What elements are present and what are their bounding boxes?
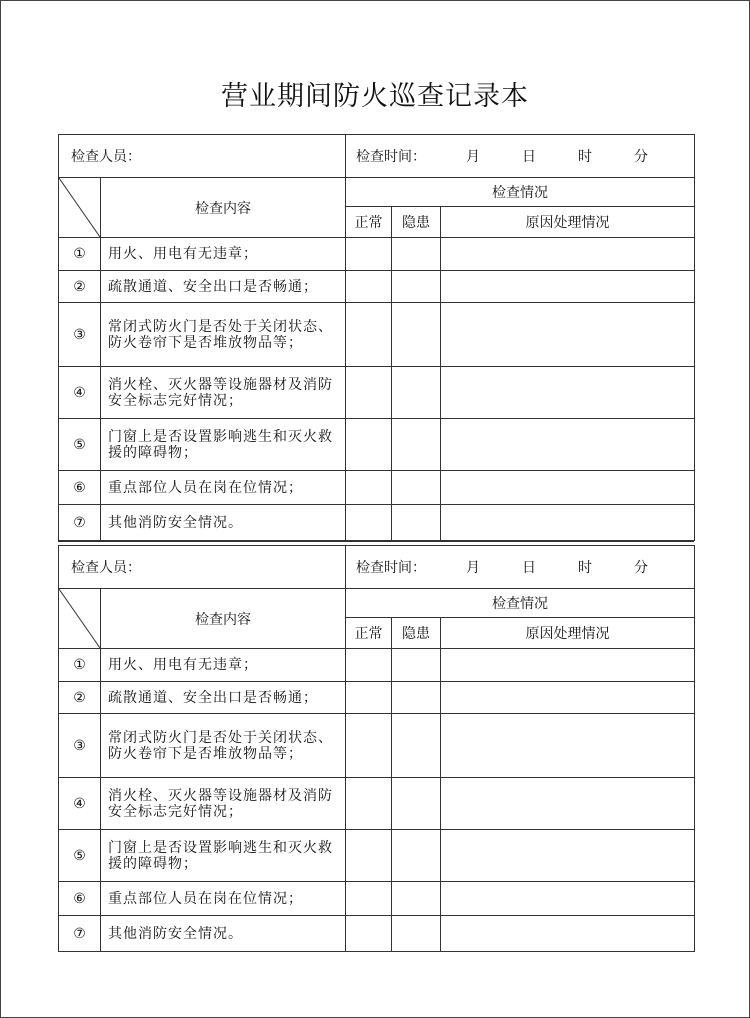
minute-label: 分 — [634, 560, 648, 576]
item-number: ⑥ — [59, 882, 101, 916]
month-label: 月 — [466, 149, 480, 165]
inspection-table-1 — [58, 134, 695, 541]
diagonal-line — [59, 589, 100, 648]
hazard-cell[interactable] — [392, 830, 441, 882]
normal-cell[interactable] — [346, 682, 392, 714]
reason-cell[interactable] — [441, 238, 695, 271]
normal-cell[interactable] — [346, 778, 392, 830]
normal-cell[interactable] — [346, 303, 392, 367]
day-label: 日 — [522, 149, 536, 165]
minute-label: 分 — [634, 149, 648, 165]
item-text: 疏散通道、安全出口是否畅通； — [101, 271, 346, 303]
time-label: 检查时间： — [356, 560, 426, 576]
hazard-cell[interactable] — [392, 882, 441, 916]
normal-cell[interactable] — [346, 916, 392, 952]
table-row — [59, 303, 695, 367]
hazard-cell[interactable] — [392, 778, 441, 830]
hazard-cell[interactable] — [392, 714, 441, 778]
normal-header: 正常 — [346, 618, 392, 649]
item-text: 用火、用电有无违章； — [101, 238, 346, 271]
diagonal-header-cell — [59, 589, 101, 649]
reason-cell[interactable] — [441, 649, 695, 682]
normal-cell[interactable] — [346, 419, 392, 471]
normal-cell[interactable] — [346, 714, 392, 778]
time-cell[interactable] — [346, 135, 695, 178]
day-label: 日 — [522, 560, 536, 576]
hazard-cell[interactable] — [392, 916, 441, 952]
table-row — [59, 682, 695, 714]
normal-cell[interactable] — [346, 367, 392, 419]
normal-header: 正常 — [346, 207, 392, 238]
item-text: 常闭式防火门是否处于关闭状态、防火卷帘下是否堆放物品等； — [101, 714, 346, 778]
normal-cell[interactable] — [346, 882, 392, 916]
item-number: ④ — [59, 778, 101, 830]
reason-cell[interactable] — [441, 419, 695, 471]
table-row — [59, 714, 695, 778]
month-label: 月 — [466, 560, 480, 576]
item-number: ⑤ — [59, 830, 101, 882]
item-number: ⑦ — [59, 505, 101, 541]
hazard-cell[interactable] — [392, 649, 441, 682]
inspection-table-2 — [58, 545, 695, 952]
table-row — [59, 649, 695, 682]
reason-cell[interactable] — [441, 714, 695, 778]
table-row — [59, 367, 695, 419]
item-text: 门窗上是否设置影响逃生和灭火救援的障碍物； — [101, 830, 346, 882]
item-number: ① — [59, 649, 101, 682]
reason-cell[interactable] — [441, 471, 695, 505]
item-text: 其他消防安全情况。 — [101, 916, 346, 952]
item-number: ⑦ — [59, 916, 101, 952]
item-text: 消火栓、灭火器等设施器材及消防安全标志完好情况； — [101, 778, 346, 830]
item-text: 用火、用电有无违章； — [101, 649, 346, 682]
reason-cell[interactable] — [441, 505, 695, 541]
item-text: 重点部位人员在岗在位情况； — [101, 882, 346, 916]
item-number: ② — [59, 682, 101, 714]
status-header: 检查情况 — [346, 178, 695, 207]
normal-cell[interactable] — [346, 505, 392, 541]
table-row — [59, 505, 695, 541]
item-text: 常闭式防火门是否处于关闭状态、防火卷帘下是否堆放物品等； — [101, 303, 346, 367]
item-number: ⑥ — [59, 471, 101, 505]
hazard-cell[interactable] — [392, 471, 441, 505]
table-row — [59, 830, 695, 882]
reason-cell[interactable] — [441, 271, 695, 303]
hazard-cell[interactable] — [392, 303, 441, 367]
item-number: ④ — [59, 367, 101, 419]
item-number: ① — [59, 238, 101, 271]
inspector-cell[interactable] — [59, 135, 346, 178]
reason-cell[interactable] — [441, 830, 695, 882]
content-header: 检查内容 — [101, 589, 346, 649]
table-row — [59, 271, 695, 303]
reason-cell[interactable] — [441, 303, 695, 367]
hazard-header: 隐患 — [392, 618, 441, 649]
normal-cell[interactable] — [346, 649, 392, 682]
hazard-cell[interactable] — [392, 682, 441, 714]
item-number: ③ — [59, 303, 101, 367]
item-number: ⑤ — [59, 419, 101, 471]
table-row — [59, 916, 695, 952]
item-text: 重点部位人员在岗在位情况； — [101, 471, 346, 505]
table-row — [59, 471, 695, 505]
inspector-label: 检查人员： — [71, 149, 141, 165]
hazard-cell[interactable] — [392, 505, 441, 541]
inspector-label: 检查人员： — [71, 560, 141, 576]
hazard-cell[interactable] — [392, 238, 441, 271]
page-title: 营业期间防火巡查记录本 — [221, 81, 529, 112]
hour-label: 时 — [578, 560, 592, 576]
reason-cell[interactable] — [441, 367, 695, 419]
item-text: 门窗上是否设置影响逃生和灭火救援的障碍物； — [101, 419, 346, 471]
reason-cell[interactable] — [441, 916, 695, 952]
hazard-cell[interactable] — [392, 419, 441, 471]
reason-header: 原因处理情况 — [441, 618, 695, 649]
normal-cell[interactable] — [346, 471, 392, 505]
inspector-cell[interactable] — [59, 546, 346, 589]
hazard-header: 隐患 — [392, 207, 441, 238]
hazard-cell[interactable] — [392, 271, 441, 303]
reason-cell[interactable] — [441, 778, 695, 830]
table-row — [59, 778, 695, 830]
reason-header: 原因处理情况 — [441, 207, 695, 238]
content-header: 检查内容 — [101, 178, 346, 238]
item-text: 消火栓、灭火器等设施器材及消防安全标志完好情况； — [101, 367, 346, 419]
status-header: 检查情况 — [346, 589, 695, 618]
normal-cell[interactable] — [346, 238, 392, 271]
diagonal-line — [59, 178, 100, 237]
hazard-cell[interactable] — [392, 367, 441, 419]
item-number: ② — [59, 271, 101, 303]
normal-cell[interactable] — [346, 271, 392, 303]
time-label: 检查时间： — [356, 149, 426, 165]
reason-cell[interactable] — [441, 682, 695, 714]
diagonal-header-cell — [59, 178, 101, 238]
hour-label: 时 — [578, 149, 592, 165]
item-number: ③ — [59, 714, 101, 778]
table-row — [59, 238, 695, 271]
table-row — [59, 419, 695, 471]
reason-cell[interactable] — [441, 882, 695, 916]
section-divider — [58, 541, 694, 542]
time-cell[interactable] — [346, 546, 695, 589]
normal-cell[interactable] — [346, 830, 392, 882]
table-row — [59, 882, 695, 916]
item-text: 疏散通道、安全出口是否畅通； — [101, 682, 346, 714]
item-text: 其他消防安全情况。 — [101, 505, 346, 541]
